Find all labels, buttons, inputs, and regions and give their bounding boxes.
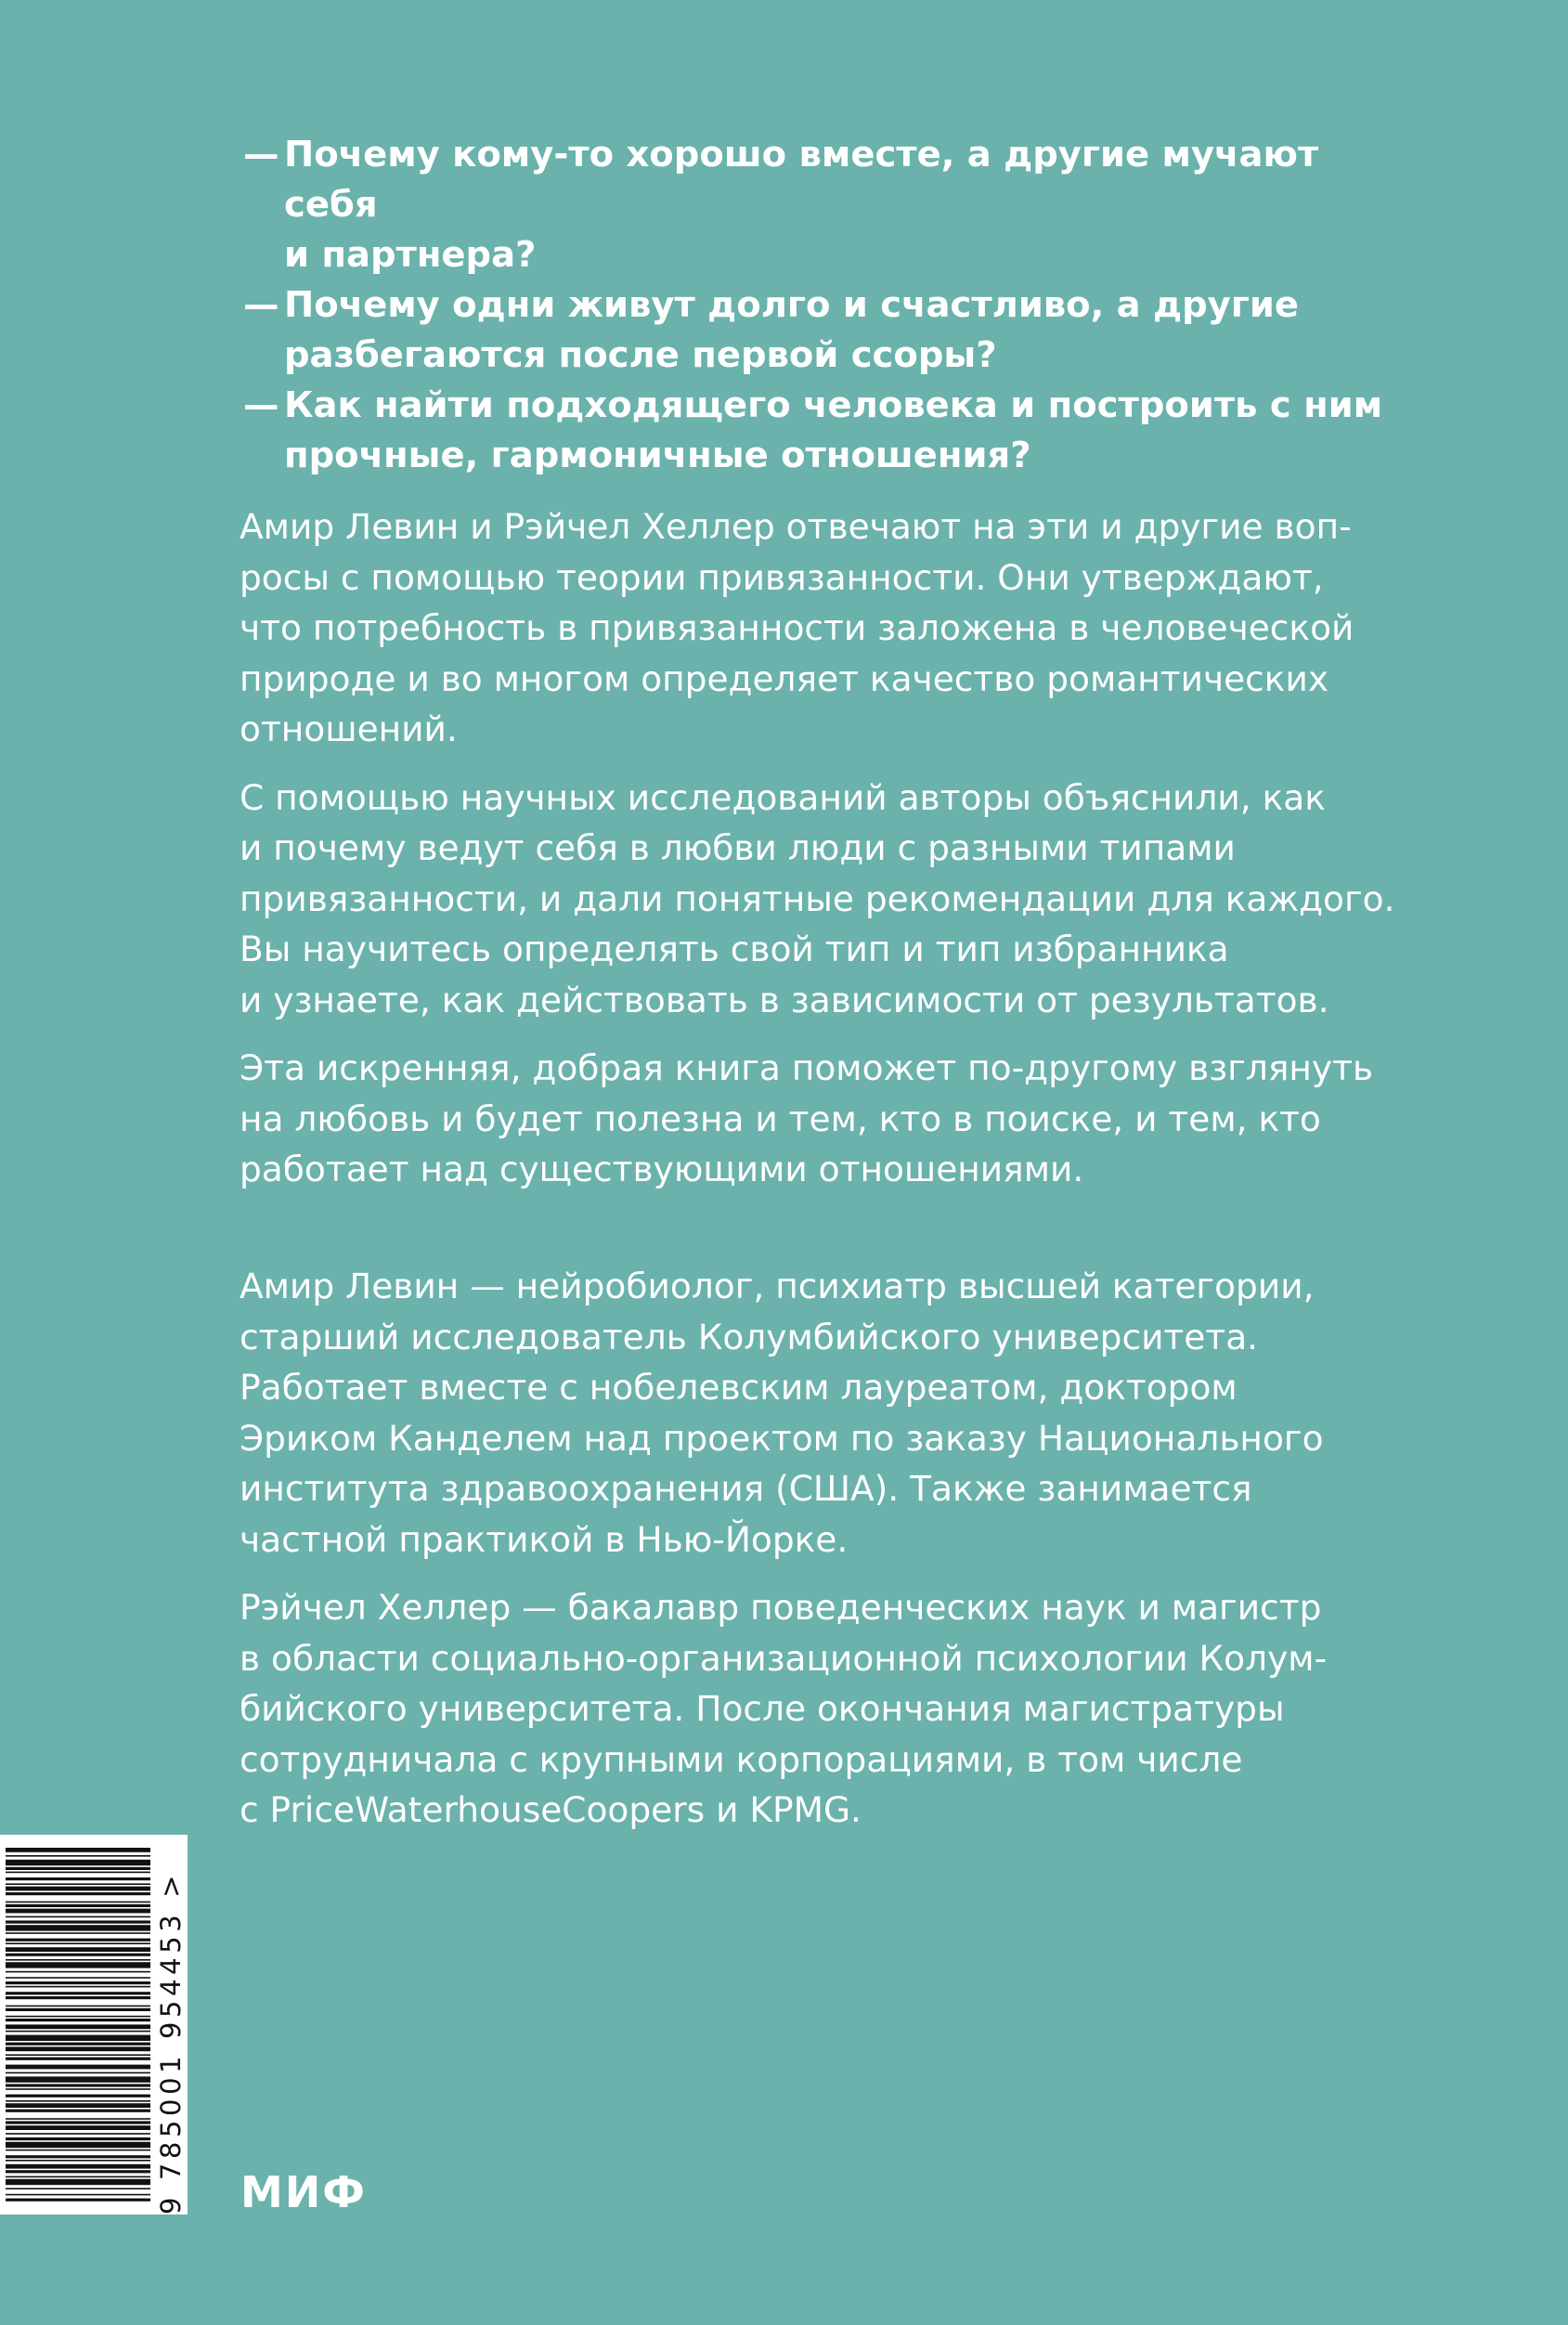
barcode-bar: [6, 2199, 150, 2202]
book-description: [240, 501, 1409, 1213]
text-line: Работает вместе с нобелевским лауреатом, доктором: [240, 1367, 1238, 1408]
barcode-bar: [6, 2176, 150, 2178]
author-bio-heller: [240, 1582, 1409, 1836]
text-line: с PriceWaterhouseCoopers и KPMG.: [240, 1789, 862, 1830]
question-dash: —: [243, 284, 279, 326]
text-line: и почему ведут себя в любви люди с разными типами: [240, 827, 1236, 868]
barcode-bar: [6, 2019, 150, 2021]
barcode-bar: [6, 2076, 150, 2082]
text-line: привязанности, и дали понятные рекомендации для каждого.: [240, 877, 1395, 919]
barcode-bar: [6, 2125, 150, 2130]
barcode-bar: [6, 1942, 150, 1944]
barcode-bar: [6, 1992, 150, 1994]
barcode-bar: [6, 2035, 150, 2041]
barcode-bar: [6, 2150, 150, 2151]
barcode-bar: [6, 1986, 150, 1988]
barcode-bar: [6, 2121, 150, 2124]
barcode-bar: [6, 2110, 150, 2112]
barcode-bar: [6, 1947, 150, 1952]
text-line: Рэйчел Хеллер — бакалавр поведенческих наук и магистр: [240, 1587, 1322, 1628]
barcode-bar: [6, 2164, 150, 2169]
text-line: частной практикой в Нью-Йорке.: [240, 1518, 849, 1560]
description-paragraph: [240, 773, 1409, 1026]
text-line: Эриком Канделем над проектом по заказу Национального: [240, 1417, 1324, 1459]
isbn-barcode: [0, 1835, 188, 2215]
text-line: и узнаете, как действовать в зависимости от результатов.: [240, 979, 1329, 1020]
barcode-bar: [6, 1902, 150, 1903]
text-line: отношений.: [240, 708, 458, 749]
barcode-bar: [6, 1892, 150, 1895]
barcode-bar: [6, 1848, 150, 1852]
text-line: росы с помощью теории привязанности. Они утверждают,: [240, 556, 1324, 598]
barcode-bar: [6, 2065, 150, 2070]
text-line: на любовь и будет полезна и тем, кто в поиске, и тем, кто: [240, 1098, 1321, 1139]
barcode-bar: [6, 2054, 150, 2056]
barcode-bar: [6, 1877, 150, 1880]
barcode-bar: [6, 1916, 150, 1918]
barcode-bar: [6, 2006, 150, 2007]
question-line: разбегаются после первой ссоры?: [284, 334, 997, 376]
barcode-bar: [6, 1860, 150, 1865]
question-line: и партнера?: [284, 234, 537, 276]
question-item: [243, 280, 1394, 381]
question-line: Как найти подходящего человека и построить с ним: [284, 384, 1383, 426]
barcode-bar: [6, 2024, 150, 2029]
question-item: [243, 381, 1394, 481]
barcode-bar: [6, 2133, 150, 2135]
text-line: старший исследователь Колумбийского университета.: [240, 1316, 1259, 1357]
barcode-bar: [6, 2142, 150, 2148]
barcode-bar: [6, 2072, 150, 2074]
question-line: Почему кому-то хорошо вместе, а другие мучают себя: [284, 134, 1319, 226]
barcode-bar: [6, 1887, 150, 1891]
barcode-bar: [6, 1920, 150, 1923]
text-line: института здравоохранения (США). Также занимается: [240, 1468, 1252, 1509]
barcode-bar: [6, 1981, 150, 1984]
barcode-bar: [6, 2194, 150, 2196]
barcode-bar: [6, 1855, 150, 1857]
question-dash: —: [243, 384, 279, 426]
barcode-bar: [6, 2084, 150, 2086]
text-line: работает над существующими отношениями.: [240, 1149, 1084, 1189]
text-line: Вы научитесь определять свой тип и тип избранника: [240, 929, 1229, 969]
text-line: С помощью научных исследований авторы объяснили, как: [240, 776, 1326, 818]
publisher-logo: МИФ: [240, 2167, 367, 2217]
author-bio-levine: [240, 1261, 1409, 1565]
question-dash: —: [243, 134, 279, 175]
text-line: Эта искренняя, добрая книга поможет по-другому взглянуть: [240, 1047, 1374, 1088]
description-paragraph: [240, 501, 1409, 755]
text-line: что потребность в привязанности заложена в человеческой: [240, 607, 1354, 648]
barcode-bar: [6, 1883, 150, 1885]
barcode-bar: [6, 2160, 150, 2162]
barcode-bar: [6, 2118, 150, 2120]
barcode-bar: [6, 1872, 150, 1874]
text-line: в области социально-организационной психологии Колум-: [240, 1637, 1328, 1679]
description-paragraph: [240, 1043, 1409, 1195]
barcode-bar: [6, 2095, 150, 2098]
barcode-bar: [6, 2170, 150, 2173]
barcode-bar: [6, 1954, 150, 1956]
barcode-bar: [6, 1939, 150, 1942]
barcode-bar: [6, 2043, 150, 2046]
barcode-bar: [6, 2188, 150, 2189]
text-line: бийского университета. После окончания магистратуры: [240, 1688, 1285, 1729]
question-line: Почему одни живут долго и счастливо, а другие: [284, 284, 1299, 326]
author-bios: [240, 1261, 1409, 1853]
text-line: Амир Левин — нейробиолог, психиатр высшей категории,: [240, 1266, 1315, 1306]
barcode-bar: [6, 2031, 150, 2033]
barcode-digits: 9 785001 954453 >: [155, 1870, 187, 2215]
question-line: прочные, гармоничные отношения?: [284, 435, 1031, 476]
text-line: природе и во многом определяет качество романтических: [240, 657, 1329, 699]
barcode-bar: [6, 1962, 150, 1968]
barcode-bar: [6, 1909, 150, 1914]
barcode-bar: [6, 2088, 150, 2090]
barcode-bar: [6, 1977, 150, 1979]
questions-list: [243, 130, 1394, 481]
barcode-bar: [6, 1925, 150, 1930]
barcode-bar: [6, 2179, 150, 2185]
text-line: сотрудничала с крупными корпорациями, в том числе: [240, 1738, 1243, 1780]
barcode-bar: [6, 1904, 150, 1907]
barcode-bar: [6, 1996, 150, 1999]
barcode-bar: [6, 2155, 150, 2158]
barcode-bar: [6, 2046, 150, 2051]
question-item: [243, 130, 1394, 280]
barcode-bar: [6, 2100, 150, 2102]
barcode-bar: [6, 1867, 150, 1870]
barcode-bar: [6, 2137, 150, 2140]
barcode-bar: [6, 2103, 150, 2108]
barcode-bar: [6, 2058, 150, 2060]
barcode-bar: [6, 2016, 150, 2018]
text-line: Амир Левин и Рэйчел Хеллер отвечают на эти и другие воп-: [240, 506, 1352, 547]
barcode-bar: [6, 1932, 150, 1934]
barcode-bar: [6, 1959, 150, 1961]
barcode-bar: [6, 1971, 150, 1973]
barcode-bar: [6, 2008, 150, 2011]
